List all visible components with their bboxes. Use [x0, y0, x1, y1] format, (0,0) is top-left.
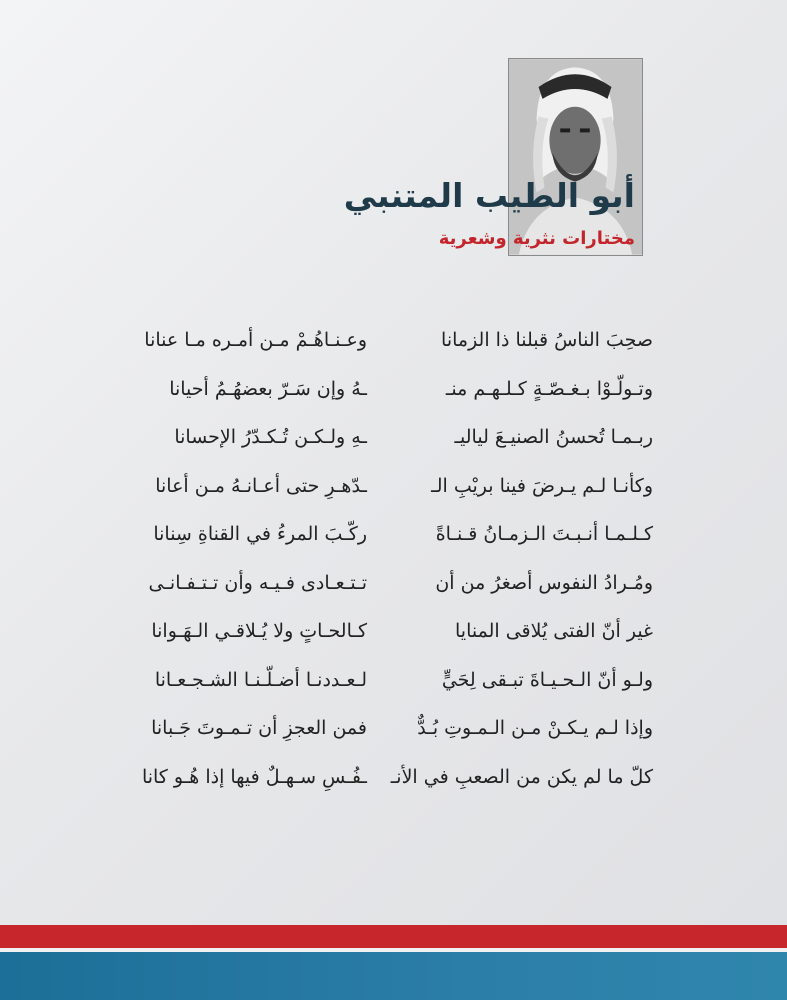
verse-second-hemistich: وعـنـاهُـمْ مـن أمـره مـا عنانا	[144, 329, 367, 351]
verse-second-hemistich: ـهُ وإن سَـرّ بعضهُـمُ أحيانا	[169, 377, 367, 400]
verse-first-hemistich: كـلـمـا أنـبـتَ الـزمـانُ قـنـاةً	[435, 523, 653, 545]
verse	[0, 660, 787, 709]
verse-first-hemistich: ولـو أنّ الـحـيـاةَ تبـقى لِحَيٍّ	[441, 668, 653, 691]
footer-blue-band	[0, 952, 787, 1000]
verse-first-hemistich: وكأنـا لـم يـرضَ فينا بريْبِ الـ	[431, 474, 653, 497]
verse-second-hemistich: فمن العجزِ أن تـمـوتَ جَـبانا	[151, 717, 367, 739]
author-portrait	[508, 58, 643, 256]
verse	[0, 466, 787, 515]
footer-red-band	[0, 925, 787, 948]
verse-second-hemistich: ـهِ ولـكـن تُـكـدّرُ الإحسانا	[174, 426, 367, 448]
verse	[0, 757, 787, 806]
verse-first-hemistich: وتـولّـوْا بـغـصّـةٍ كـلـهـم منـ	[445, 377, 653, 400]
verse	[0, 563, 787, 612]
verse-second-hemistich: ـفُـسِ سـهـلٌ فيها إذا هُـو كانا	[141, 765, 367, 788]
verse-second-hemistich: ـدّهـرِ حتى أعـانـهُ مـن أعانا	[155, 474, 367, 497]
verse	[0, 708, 787, 757]
verse	[0, 320, 787, 369]
verse-first-hemistich: غير أنّ الفتى يُلاقى المنايا	[455, 620, 653, 642]
verse-first-hemistich: صحِبَ الناسُ قبلنا ذا الزمانا	[441, 329, 653, 351]
verse-second-hemistich: لـعـددنـا أضـلّـنـا الشـجـعـانا	[154, 668, 367, 691]
verse-first-hemistich: ربـمـا تُحسنُ الصنيـعَ لياليـ	[454, 426, 653, 448]
verse-first-hemistich: وإذا لـم يـكـنْ مـن الـمـوتِ بُـدٌّ	[417, 717, 653, 739]
verse-first-hemistich: كلّ ما لم يكن من الصعبِ في الأنـ	[390, 765, 653, 788]
verse-second-hemistich: كـالحـاتٍ ولا يُـلاقـي الـهَـوانا	[151, 620, 367, 642]
portrait-icon	[509, 59, 642, 255]
book-subtitle: مختارات نثرية وشعرية	[438, 228, 635, 249]
poem	[0, 320, 787, 805]
author-name: أبو الطيب المتنبي	[343, 176, 635, 215]
verse-second-hemistich: تـتـعـادى فـيـه وأن تـتـفـانـى	[148, 571, 367, 594]
verse-second-hemistich: ركّـبَ المرءُ في القناةِ سِنانا	[153, 523, 367, 545]
verse-first-hemistich: ومُـرادُ النفوس أصغرُ من أن	[435, 571, 653, 594]
verse	[0, 611, 787, 660]
verse	[0, 417, 787, 466]
verse	[0, 514, 787, 563]
verse	[0, 369, 787, 418]
